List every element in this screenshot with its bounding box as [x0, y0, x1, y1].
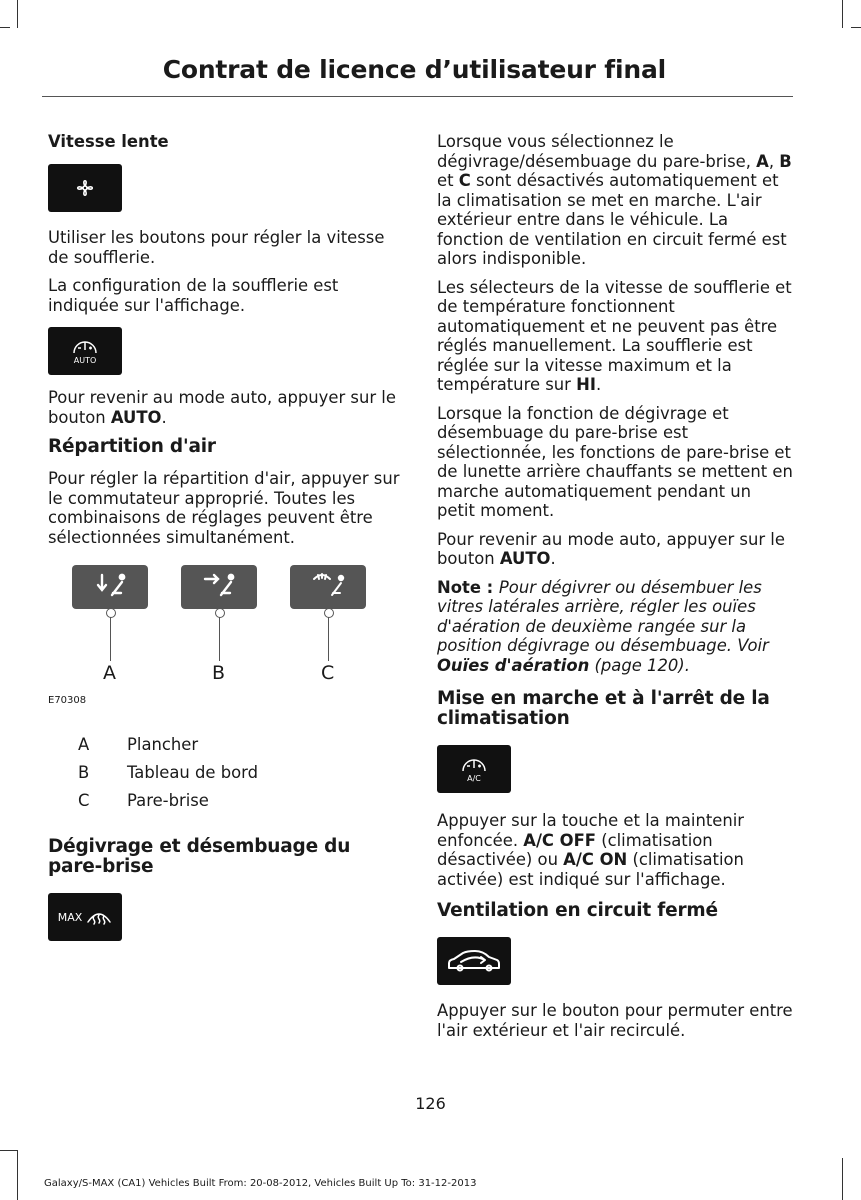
temperature-dial-icon: [459, 755, 489, 773]
repartition-paragraph: Pour régler la répartition d'air, appuyer sur le commutateur approprié. Toutes les combinaisons de réglages peuvent être sélectionnées simultanément.: [48, 469, 400, 547]
diagram-legend: [78, 731, 404, 815]
note-link[interactable]: Ouïes d'aération: [437, 655, 590, 675]
crop-mark: [0, 1150, 18, 1151]
ventilation-paragraph: Appuyer sur le bouton pour permuter entre l'air extérieur et l'air recirculé.: [437, 1001, 793, 1040]
fan-icon: [74, 177, 96, 199]
defrost-paragraph-2: Les sélecteurs de la vitesse de soufflerie et de température fonctionnent automatiquement et ne peuvent pas être réglés manuellement. La soufflerie est réglée sur la vitesse maximum et la température sur HI.: [437, 277, 792, 394]
windscreen-vent-panel: [290, 565, 366, 609]
ventilation-heading: Ventilation en circuit fermé: [437, 900, 718, 921]
figure-code: E70308: [48, 695, 87, 706]
legend-row: [78, 759, 404, 787]
defrost-paragraph-3: Lorsque la fonction de dégivrage et désembuage du pare-brise est sélectionnée, les fonctions de pare-brise et de lunette arrière chauffants se mettent en marche automatiquement pendant un petit moment.: [437, 403, 793, 520]
legend-row: [78, 787, 404, 815]
windscreen-defrost-icon: [86, 906, 112, 928]
right-column: [437, 132, 793, 1049]
footer-text: Galaxy/S-MAX (CA1) Vehicles Built From: 20-08-2012, Vehicles Built Up To: 31-12-2013: [44, 1178, 477, 1189]
dash-vent-panel: [181, 565, 257, 609]
callout-dot-a: [106, 608, 116, 618]
legend-key: C: [78, 791, 90, 810]
ac-button: [437, 745, 511, 793]
max-defrost-button: [48, 893, 122, 941]
legend-value: Tableau de bord: [127, 763, 259, 782]
clim-heading: Mise en marche et à l'arrêt de la climatisation: [437, 688, 770, 729]
legend-value: Plancher: [127, 735, 199, 754]
temperature-dial-icon: [70, 337, 100, 355]
crop-mark: [17, 1150, 18, 1200]
callout-dot-c: [324, 608, 334, 618]
legend-key: A: [78, 735, 90, 754]
crop-mark: [0, 27, 10, 28]
legend-key: B: [78, 763, 90, 782]
callout-letter-c: C: [321, 662, 335, 684]
page-title: Contrat de licence d’utilisateur final: [162, 55, 666, 84]
crop-mark: [851, 27, 861, 28]
callout-letter-a: A: [103, 662, 116, 684]
floor-vent-panel: [72, 565, 148, 609]
floor-airflow-icon: [72, 565, 148, 609]
defrost-paragraph-4: Pour revenir au mode auto, appuyer sur le bouton AUTO.: [437, 529, 785, 568]
vitesse-heading: Vitesse lente: [48, 132, 169, 151]
recirculation-car-icon: [445, 946, 503, 976]
max-button-label: MAX: [57, 910, 83, 924]
vitesse-paragraph-1: Utiliser les boutons pour régler la vitesse de soufflerie.: [48, 228, 385, 267]
fan-button: [48, 164, 122, 212]
ac-button-label: A/C: [467, 774, 481, 783]
note-paragraph: Note : Pour dégivrer ou désembuer les vitres latérales arrière, régler les ouïes d'aération de deuxième rangée sur la position dégivrage ou désembuage. Voir Ouïes d'aération (page 120).: [437, 577, 769, 675]
crop-mark: [17, 0, 18, 28]
dashboard-airflow-icon: [181, 565, 257, 609]
vitesse-paragraph-2: La configuration de la soufflerie est indiquée sur l'affichage.: [48, 276, 339, 315]
clim-paragraph: Appuyer sur la touche et la maintenir enfoncée. A/C OFF (climatisation désactivée) ou A/C ON (climatisation activée) est indiqué sur l'affichage.: [437, 811, 745, 889]
auto-button: [48, 327, 122, 375]
defrost-paragraph-1: Lorsque vous sélectionnez le dégivrage/désembuage du pare-brise, A, B et C sont désactivés automatiquement et la climatisation se met en marche. L'air extérieur entre dans le véhicule. La fonction de ventilation en circuit fermé est alors indisponible.: [437, 132, 792, 268]
page-number: 126: [415, 1094, 446, 1113]
degivrage-heading: Dégivrage et désembuage du pare-brise: [48, 836, 351, 877]
crop-mark: [842, 1158, 843, 1200]
auto-button-label: AUTO: [73, 356, 97, 365]
crop-mark: [842, 0, 843, 28]
callout-letter-b: B: [212, 662, 226, 684]
windscreen-airflow-icon: [290, 565, 366, 609]
repartition-heading: Répartition d'air: [48, 436, 216, 457]
auto-paragraph: Pour revenir au mode auto, appuyer sur le bouton AUTO.: [48, 388, 396, 427]
left-column: [48, 132, 404, 957]
air-distribution-diagram: [48, 565, 404, 713]
recirculation-button: [437, 937, 511, 985]
legend-row: [78, 731, 404, 759]
callout-dot-b: [215, 608, 225, 618]
legend-value: Pare-brise: [127, 791, 209, 810]
header-rule: [42, 96, 793, 97]
